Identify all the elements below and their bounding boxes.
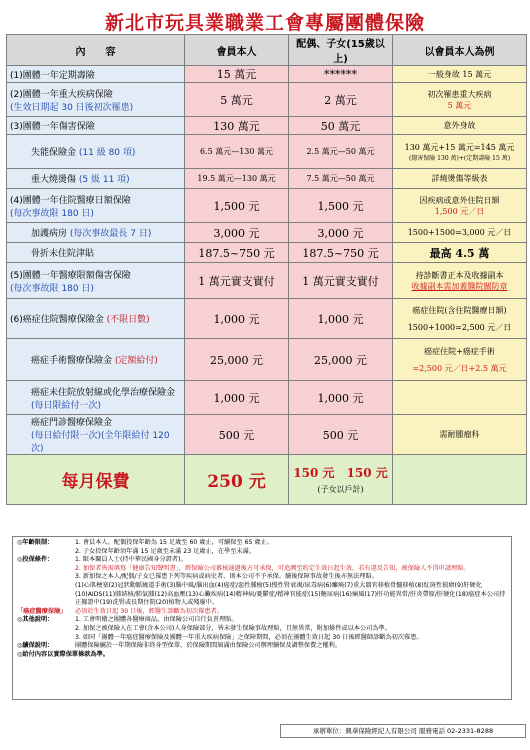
table-row bbox=[7, 243, 527, 263]
member-value: 1,000 元 bbox=[185, 381, 289, 415]
row-name: 骨折未住院津貼 bbox=[7, 243, 185, 263]
benefits-table bbox=[6, 34, 527, 505]
member-value: 500 元 bbox=[185, 415, 289, 455]
example-value: 1500+1500=3,000 元／日 bbox=[393, 223, 527, 243]
note-policy: ◎給付內容以實際保單條款為準。 bbox=[17, 650, 110, 658]
header-content: 內 容 bbox=[7, 35, 185, 66]
row-name: 重大燒燙傷 (5 級 11 項) bbox=[7, 169, 185, 189]
row-name: 癌症未住院放射線或化學治療保險金 (每日限給付一次) bbox=[7, 381, 185, 415]
family-value: 2 萬元 bbox=[289, 83, 393, 117]
example-value: 因疾病或意外住院日額 1,500 元／日 bbox=[393, 189, 527, 223]
example-value bbox=[393, 381, 527, 415]
family-value: 50 萬元 bbox=[289, 117, 393, 135]
example-value: 需耐腫瘤科 bbox=[393, 415, 527, 455]
family-value: 3,000 元 bbox=[289, 223, 393, 243]
row-name: (1)團體一年定期壽險 bbox=[7, 66, 185, 83]
row-name: (4)團體一年住院醫療日額保險 (每次事故限 180 日) bbox=[7, 189, 185, 223]
table-row bbox=[7, 299, 527, 339]
family-value: 1,500 元 bbox=[289, 189, 393, 223]
premium-label: 每月保費 bbox=[7, 455, 185, 505]
family-value: 500 元 bbox=[289, 415, 393, 455]
example-value: 癌症住院+癌症手術 =2,500 元／日+2.5 萬元 bbox=[393, 339, 527, 381]
row-name: (3)團體一年傷害保險 bbox=[7, 117, 185, 135]
table-row bbox=[7, 117, 527, 135]
table-row bbox=[7, 415, 527, 455]
family-value: 2.5 萬元—50 萬元 bbox=[289, 135, 393, 169]
example-value: 持診斷書正本及收據副本 收據副本需加蓋醫院關防章 bbox=[393, 263, 527, 299]
example-value: 初次罹患重大疾病 5 萬元 bbox=[393, 83, 527, 117]
example-value: 一般身故 15 萬元 bbox=[393, 66, 527, 83]
member-value: 25,000 元 bbox=[185, 339, 289, 381]
row-name: (5)團體一年醫療限額傷害保險 (每次事故限 180 日) bbox=[7, 263, 185, 299]
premium-row bbox=[7, 455, 527, 505]
header-example: 以會員本人為例 bbox=[393, 35, 527, 66]
row-name: (2)團體一年重大疾病保險 (生效日期起 30 日後初次罹患) bbox=[7, 83, 185, 117]
family-value: 1,000 元 bbox=[289, 381, 393, 415]
family-value: 25,000 元 bbox=[289, 339, 393, 381]
note-age: ◎年齡限制： 1. 會員本人、配偶投保年齡為 15 足歲至 60 歲止，可續保至 65 歲止。 2. 子女投保年齡須年滿 15 足歲至未滿 23 足歲止，在學至末滿。 bbox=[17, 539, 273, 555]
family-value: 1 萬元實支實付 bbox=[289, 263, 393, 299]
table-row bbox=[7, 189, 527, 223]
example-value: 最高 4.5 萬 bbox=[393, 243, 527, 263]
member-value: 1 萬元實支實付 bbox=[185, 263, 289, 299]
note-other: ◎其他說明： 1. 工會明衛之團體各醫療商品，由保險公司自行負責理賠。 2. 加保之被保險人在工會(含本公司)人身保險部分，皆未發生保險事故理賠，且無異常，附加條件或以本公司為準。 3. 如同「團體一年癌症醫療保險及團體一年重大疾病保險」之保障期間，必須在團體生效日起 30 日後經醫師診斷為初次罹患。 bbox=[17, 616, 423, 641]
premium-empty bbox=[393, 455, 527, 505]
note-conditions: ◎投保條件： 1. 限本關員人士(持中華民國身分證者)。 2. 加保者皆需填寫「健康告知聲明書」，經保險公司審核通過後方可承保，可追溯至約定生效日起生效，若有違反告知，被保險人不得申請理賠。 3. 新加保之本人/配偶/子女已罹患下列等疾病或病史者，則本公司不予承保。續後保障事故發生後亦無法理賠。 (1)心肌梗塞(2)冠狀動脈繞道手術(3)腦中風/腦出血(4)癌症/惡性腫瘤(5)慢性腎衰竭/尿毒病(6)癱瘓(7)重大器官移植骨髓移植(8)紅斑性狼瘡(9)肝硬化(10)AIDS(11)肺結核/肺氣腫(12)高血壓(13)心臟疾病(14)精神病/憂鬱症/精神官能症(15)糖尿病(16)痛風(17)肝功能異常/肝炎帶原/肝硬化(18)癌症本公司持正據證中(19)洗腎或長期住院(20)植物人或殘廢中。 bbox=[17, 556, 506, 607]
example-value: 詳燒燙傷等級表 bbox=[393, 169, 527, 189]
row-name: 失能保險金 (11 級 80 項) bbox=[7, 135, 185, 169]
table-row bbox=[7, 66, 527, 83]
row-name: (6)癌症住院醫療保險金 (不限日數) bbox=[7, 299, 185, 339]
member-value: 15 萬元 bbox=[185, 66, 289, 83]
table-header-row bbox=[7, 35, 527, 66]
family-value: ****** bbox=[289, 66, 393, 83]
member-value: 1,000 元 bbox=[185, 299, 289, 339]
notes-box bbox=[12, 536, 512, 700]
family-value: 1,000 元 bbox=[289, 299, 393, 339]
note-cancer: 「癌症醫療保險」 必須於生效日起 30 日後，經醫生診斷為初次罹患者。 bbox=[17, 607, 223, 615]
table-row bbox=[7, 339, 527, 381]
table-row bbox=[7, 263, 527, 299]
row-name: 癌症手術醫療保險金 (定額給付) bbox=[7, 339, 185, 381]
member-value: 3,000 元 bbox=[185, 223, 289, 243]
member-value: 1,500 元 bbox=[185, 189, 289, 223]
example-value: 意外身故 bbox=[393, 117, 527, 135]
page-title: 新北市玩具業職業工會專屬團體保險 bbox=[104, 12, 425, 34]
member-value: 19.5 萬元—130 萬元 bbox=[185, 169, 289, 189]
example-value: 癌症住院(含住院醫療日額) 1500+1000=2,500 元／日 bbox=[393, 299, 527, 339]
note-renewal: ◎續保說明： 團體保險屬於一年期保險非終身型保單，於保險期間屆滿由保險公司辦理續保及調整保費之權利。 bbox=[17, 642, 342, 650]
header-member: 會員本人 bbox=[185, 35, 289, 66]
premium-family: 150 元 150 元 (子女以戶計) bbox=[289, 455, 393, 505]
premium-member: 250 元 bbox=[185, 455, 289, 505]
footer-agency: 承辦單位：興華保險經紀人有限公司 服務電話 02-2331-8288 bbox=[280, 724, 526, 738]
family-value: 187.5~750 元 bbox=[289, 243, 393, 263]
example-value: 130 萬元+15 萬元=145 萬元 (傷害保險 130 萬)+(定期壽險 15 萬) bbox=[393, 135, 527, 169]
table-row bbox=[7, 381, 527, 415]
member-value: 130 萬元 bbox=[185, 117, 289, 135]
table-row bbox=[7, 135, 527, 169]
row-name: 癌症門診醫療保險金 (每日給付限一次)(全年限給付 120 次) bbox=[7, 415, 185, 455]
table-row bbox=[7, 83, 527, 117]
member-value: 187.5~750 元 bbox=[185, 243, 289, 263]
table-row bbox=[7, 223, 527, 243]
table-row bbox=[7, 169, 527, 189]
header-family: 配偶、子女(15歲以上) bbox=[289, 35, 393, 66]
row-name: 加護病房 (每次事故最長 7 日) bbox=[7, 223, 185, 243]
family-value: 7.5 萬元—50 萬元 bbox=[289, 169, 393, 189]
member-value: 5 萬元 bbox=[185, 83, 289, 117]
member-value: 6.5 萬元—130 萬元 bbox=[185, 135, 289, 169]
